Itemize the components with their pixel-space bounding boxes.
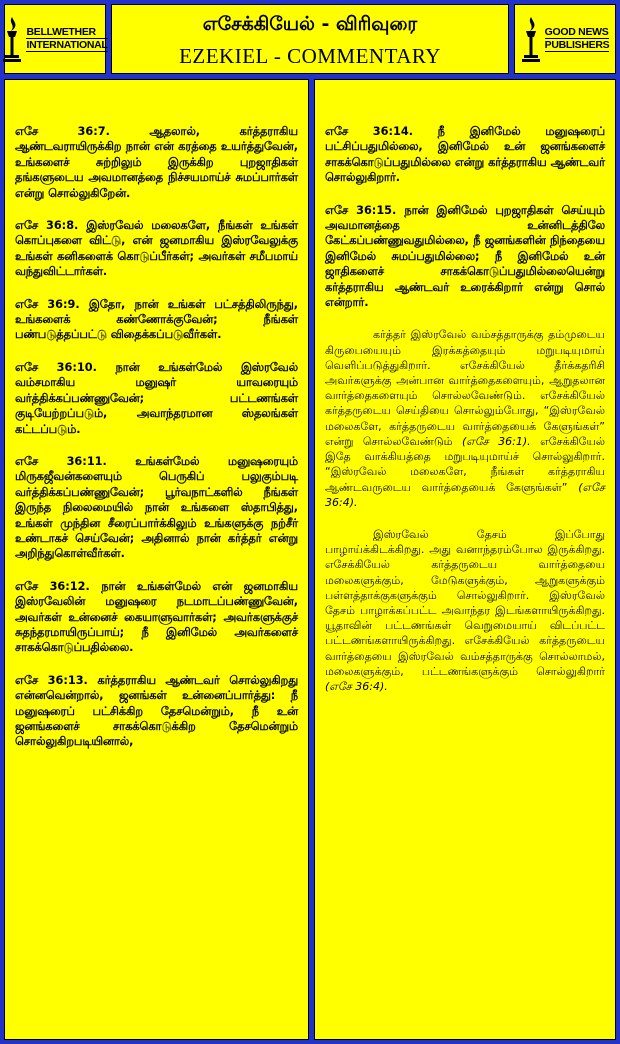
verse-36-15: எசே 36:15. நான் இனிமேல் புறஜாதிகள் செய்யும் அவமானத்தை உன்னிடத்திலே கேட்கப்பண்ணுவதுமில்லை, நீ ஜனங்களின் நிந்தையை இனிமேல் சுமப்பதுமில்லை; நீ இனிமேல் உன் ஜாதிகளைச் சாகக்கொடுப்பதுமில்லையென்று கர்த்தராகிய ஆண்டவர் உரைக்கிறார் என்று சொல் என்றார்.	[325, 203, 605, 310]
logo-line-2: INTERNATIONAL	[26, 39, 108, 51]
title-tamil: எசேக்கியேல் - விரிவுரை	[202, 13, 418, 35]
torch-icon	[2, 15, 22, 63]
commentary-paragraph-1	[325, 327, 605, 509]
left-column	[4, 79, 309, 1040]
verse-36-7: எசே 36:7. ஆதலால், கர்த்தராகிய ஆண்டவராயிருக்கிற நான் என் கரத்தை உயர்த்துவேன், உங்களைச் சுற்றிலும் இருக்கிற புறஜாதிகள் தங்களுடைய அவமானத்தை நிச்சயமாய்ச் சுமப்பார்கள் என்று சொல்லுகிறேன்.	[15, 125, 298, 200]
title-box	[111, 4, 509, 74]
torch-icon	[521, 15, 541, 63]
logo-line-2: PUBLISHERS	[544, 39, 610, 51]
scripture-reference: (எசே 36:4).	[325, 480, 606, 509]
logo-line-1: BELLWETHER	[26, 26, 107, 39]
scripture-reference: (எசே 36:1).	[461, 434, 531, 448]
logo-line-1: GOOD NEWS	[544, 26, 609, 38]
right-column	[314, 79, 616, 1040]
verse-36-12: எசே 36:12. நான் உங்கள்மேல் என் ஜனமாகிய இஸ்ரவேலின் மனுஷரை நடமாடப்பண்ணுவேன், அவர்கள் உன்னைச் கையாளுவார்கள்; அவர்களுக்குச் சுதந்தரமாயிருப்பாய்; நீ இனிமேல் அவர்களைச் சாகக்கொடுப்பதில்லை.	[15, 579, 298, 655]
verse-36-10: எசே 36:10. நான் உங்கள்மேல் இஸ்ரவேல் வம்சமாகிய மனுஷர் யாவரையும் வர்த்திக்கப்பண்ணுவேன்; பட்டணங்கள் குடியேற்றப்படும், அவாந்தரமான ஸ்தலங்கள் கட்டப்படும்.	[15, 360, 298, 436]
verse-36-11: எசே 36:11. உங்கள்மேல் மனுஷரையும் மிருகஜீவன்களையும் பெருகிப் பலுகும்படி வர்த்திக்கப்பண்ணுவேன்; பூர்வநாட்களில் நீங்கள் இருந்த நிலைமையில் நான் உங்களை ஸ்தாபித்து, உங்கள் முந்தின சீரைப்பார்க்கிலும் உங்களுக்கு நற்சீர் உண்டாகச் செய்வேன்; அதினால் நான் கர்த்தர் என்று அறிந்துகொள்வீர்கள்.	[15, 454, 298, 561]
verse-36-14: எசே 36:14. நீ இனிமேல் மனுஷரைப் பட்சிப்பதுமில்லை, இனிமேல் உன் ஜனங்களைச் சாகக்கொடுப்பதுமில்லை என்று கர்த்தராகிய ஆண்டவர் சொல்லுகிறார்.	[325, 125, 605, 185]
bellwether-logo	[4, 4, 106, 74]
verse-36-9: எசே 36:9. இதோ, நான் உங்கள் பட்சத்திலிருந்து, உங்களைக் கண்ணோக்குவேன்; நீங்கள் பண்படுத்தப்பட்டு விதைக்கப்படுவீர்கள்.	[15, 297, 298, 342]
commentary-text: எசேக்கியேல் இதே வாக்கியத்தை மறுபடியுமாய்ச் சொல்லுகிறார். “இஸ்ரவேல் மலைகளே, நீங்கள் கர்த்தராகிய ஆண்டவருடைய வார்த்தையைக் கேளுங்கள்”	[325, 434, 606, 494]
commentary-paragraph-2	[325, 527, 605, 694]
scripture-reference: (எசே 36:4).	[325, 679, 388, 693]
commentary-text: இஸ்ரவேல் தேசம் இப்போது பாழாய்க்கிடக்கிறது. அது வனாந்தரம்போல இருக்கிறது. எசேக்கியேல் கர்த்தருடைய வார்த்தையை மலைகளுக்கும், மேடுகளுக்கும், ஆறுகளுக்கும் பள்ளத்தாக்குகளுக்கும் சொல்லுகிறார். இஸ்ரவேல் தேசம் பாழாக்கப்பட்ட அவாந்தர இடங்களாயிருக்கிறது. யூதாவின் பட்டணங்கள் வெறுமையாய் விடப்பட்ட பட்டணங்களாயிருக்கிறது. எசேக்கியேல் கர்த்தருடைய வார்த்தையை இஸ்ரவேல் வம்சத்தாருக்கு சொல்லாமல், மலைகளுக்கும், பட்டணங்களுக்கும் சொல்லுகிறார்	[325, 527, 605, 678]
good-news-logo	[514, 4, 616, 74]
verse-36-8: எசே 36:8. இஸ்ரவேல் மலைகளே, நீங்கள் உங்கள் கொப்புகளை விட்டு, என் ஜனமாகிய இஸ்ரவேலுக்கு உங்கள் கனிகளைக் கொடுப்பீர்கள்; அவர்கள் சமீபமாய் வந்துவிட்டார்கள்.	[15, 219, 298, 279]
commentary-text: கர்த்தர் இஸ்ரவேல் வம்சத்தாருக்கு தம்முடைய கிருபையையும் இரக்கத்தையும் மறுபடியுமாய் வெளிப்படுத்துகிறார். எசேக்கியேல் தீர்க்கதரிசி அவர்களுக்கு அன்பான வார்த்தைகளையும், ஆறுதலான வார்த்தைகளையும் சொல்லவேண்டும். எசேக்கியேல் கர்த்தருடைய செய்தியை சொல்லும்போது, “இஸ்ரவேல் மலைகளே, கர்த்தருடைய வார்த்தையைக் கேளுங்கள்” என்று சொல்லவேண்டும்	[325, 328, 605, 448]
title-english: EZEKIEL - COMMENTARY	[179, 44, 441, 68]
verse-36-13: எசே 36:13. கர்த்தராகிய ஆண்டவர் சொல்லுகிறது என்னவென்றால், ஜனங்கள் உன்னைப்பார்த்து: நீ மனுஷரைப் பட்சிக்கிற தேசமென்றும், நீ உன் ஜனங்களைச் சாகக்கொடுக்கிற தேசமென்றும் சொல்லுகிறபடியினால்,	[15, 673, 298, 749]
